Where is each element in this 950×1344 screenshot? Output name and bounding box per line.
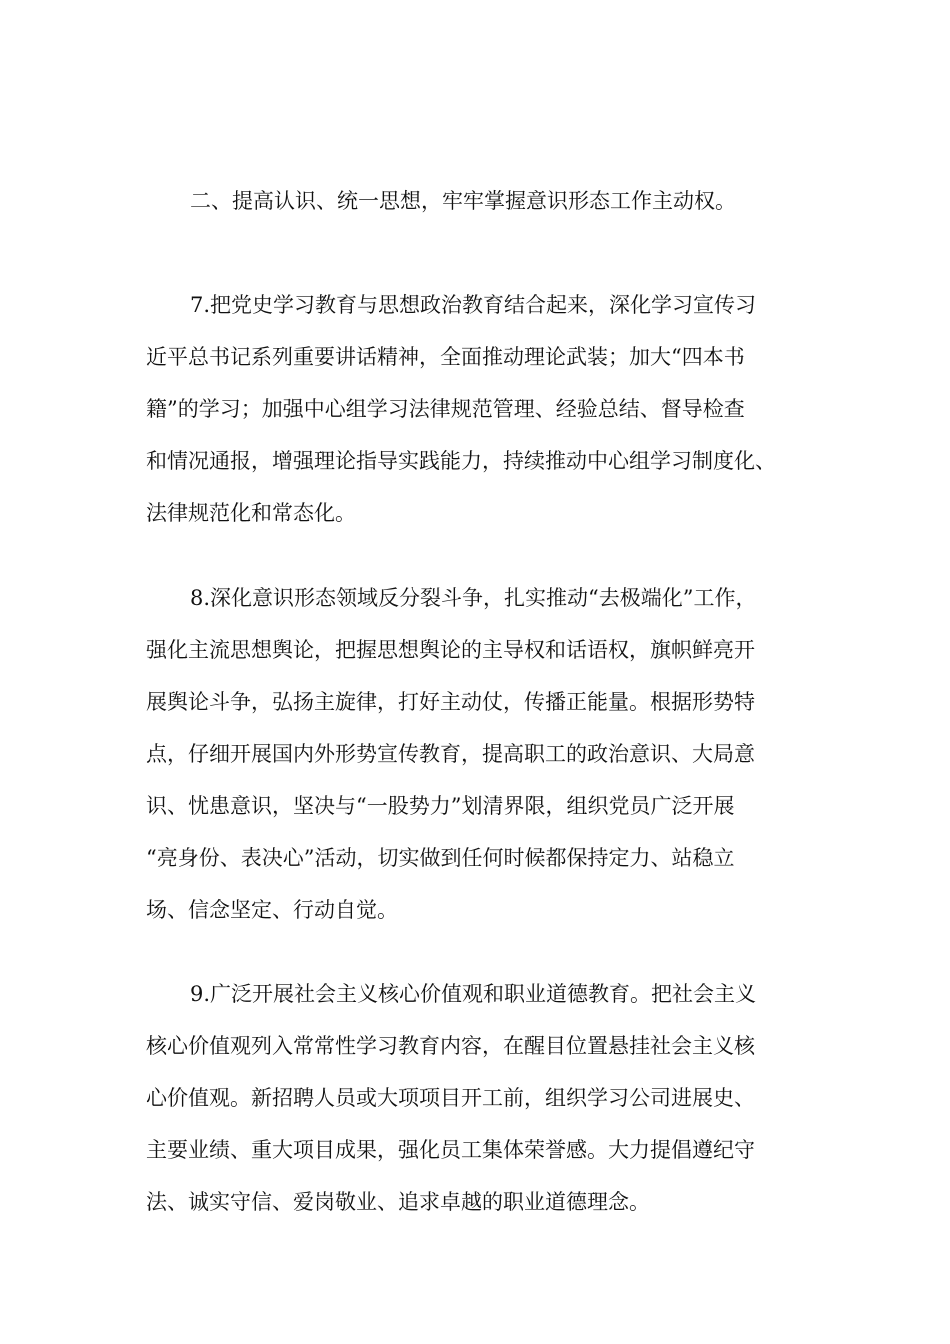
paragraph-line: 9.广泛开展社会主义核心价值观和职业道德教育。把社会主义 — [190, 982, 757, 1006]
paragraph-9 — [146, 968, 826, 1228]
paragraph-line: 场、信念坚定、行动自觉。 — [146, 898, 398, 922]
paragraph-line: 和情况通报，增强理论指导实践能力，持续推动中心组学习制度化、 — [146, 449, 776, 473]
paragraph-line: 识、忧患意识，坚决与“一股势力”划清界限，组织党员广泛开展 — [146, 794, 735, 818]
paragraph-line: 点，仔细开展国内外形势宣传教育，提高职工的政治意识、大局意 — [146, 742, 755, 766]
paragraph-line: 心价值观。新招聘人员或大项项目开工前，组织学习公司进展史、 — [146, 1086, 755, 1110]
paragraph-line: 展舆论斗争，弘扬主旋律，打好主动仗，传播正能量。根据形势特 — [146, 690, 755, 714]
paragraph-7 — [146, 279, 826, 539]
paragraph-line: 法、诚实守信、爱岗敬业、追求卓越的职业道德理念。 — [146, 1190, 650, 1214]
paragraph-line: 近平总书记系列重要讲话精神，全面推动理论武装；加大“四本书 — [146, 345, 745, 369]
paragraph-8 — [146, 572, 826, 936]
paragraph-line: “亮身份、表决心”活动，切实做到任何时候都保持定力、站稳立 — [146, 846, 735, 870]
paragraph-line: 核心价值观列入常常性学习教育内容，在醒目位置悬挂社会主义核 — [146, 1034, 755, 1058]
paragraph-line: 法律规范化和常态化。 — [146, 501, 356, 525]
paragraph-line: 8.深化意识形态领域反分裂斗争，扎实推动“去极端化”工作， — [190, 586, 757, 610]
paragraph-line: 7.把党史学习教育与思想政治教育结合起来，深化学习宣传习 — [190, 293, 757, 317]
paragraph-line: 强化主流思想舆论，把握思想舆论的主导权和话语权，旗帜鲜亮开 — [146, 638, 755, 662]
section-heading: 二、提高认识、统一思想，牢牢掌握意识形态工作主动权。 — [190, 189, 736, 213]
paragraph-line: 籍”的学习；加强中心组学习法律规范管理、经验总结、督导检查 — [146, 397, 745, 421]
paragraph-line: 主要业绩、重大项目成果，强化员工集体荣誉感。大力提倡遵纪守 — [146, 1138, 755, 1162]
